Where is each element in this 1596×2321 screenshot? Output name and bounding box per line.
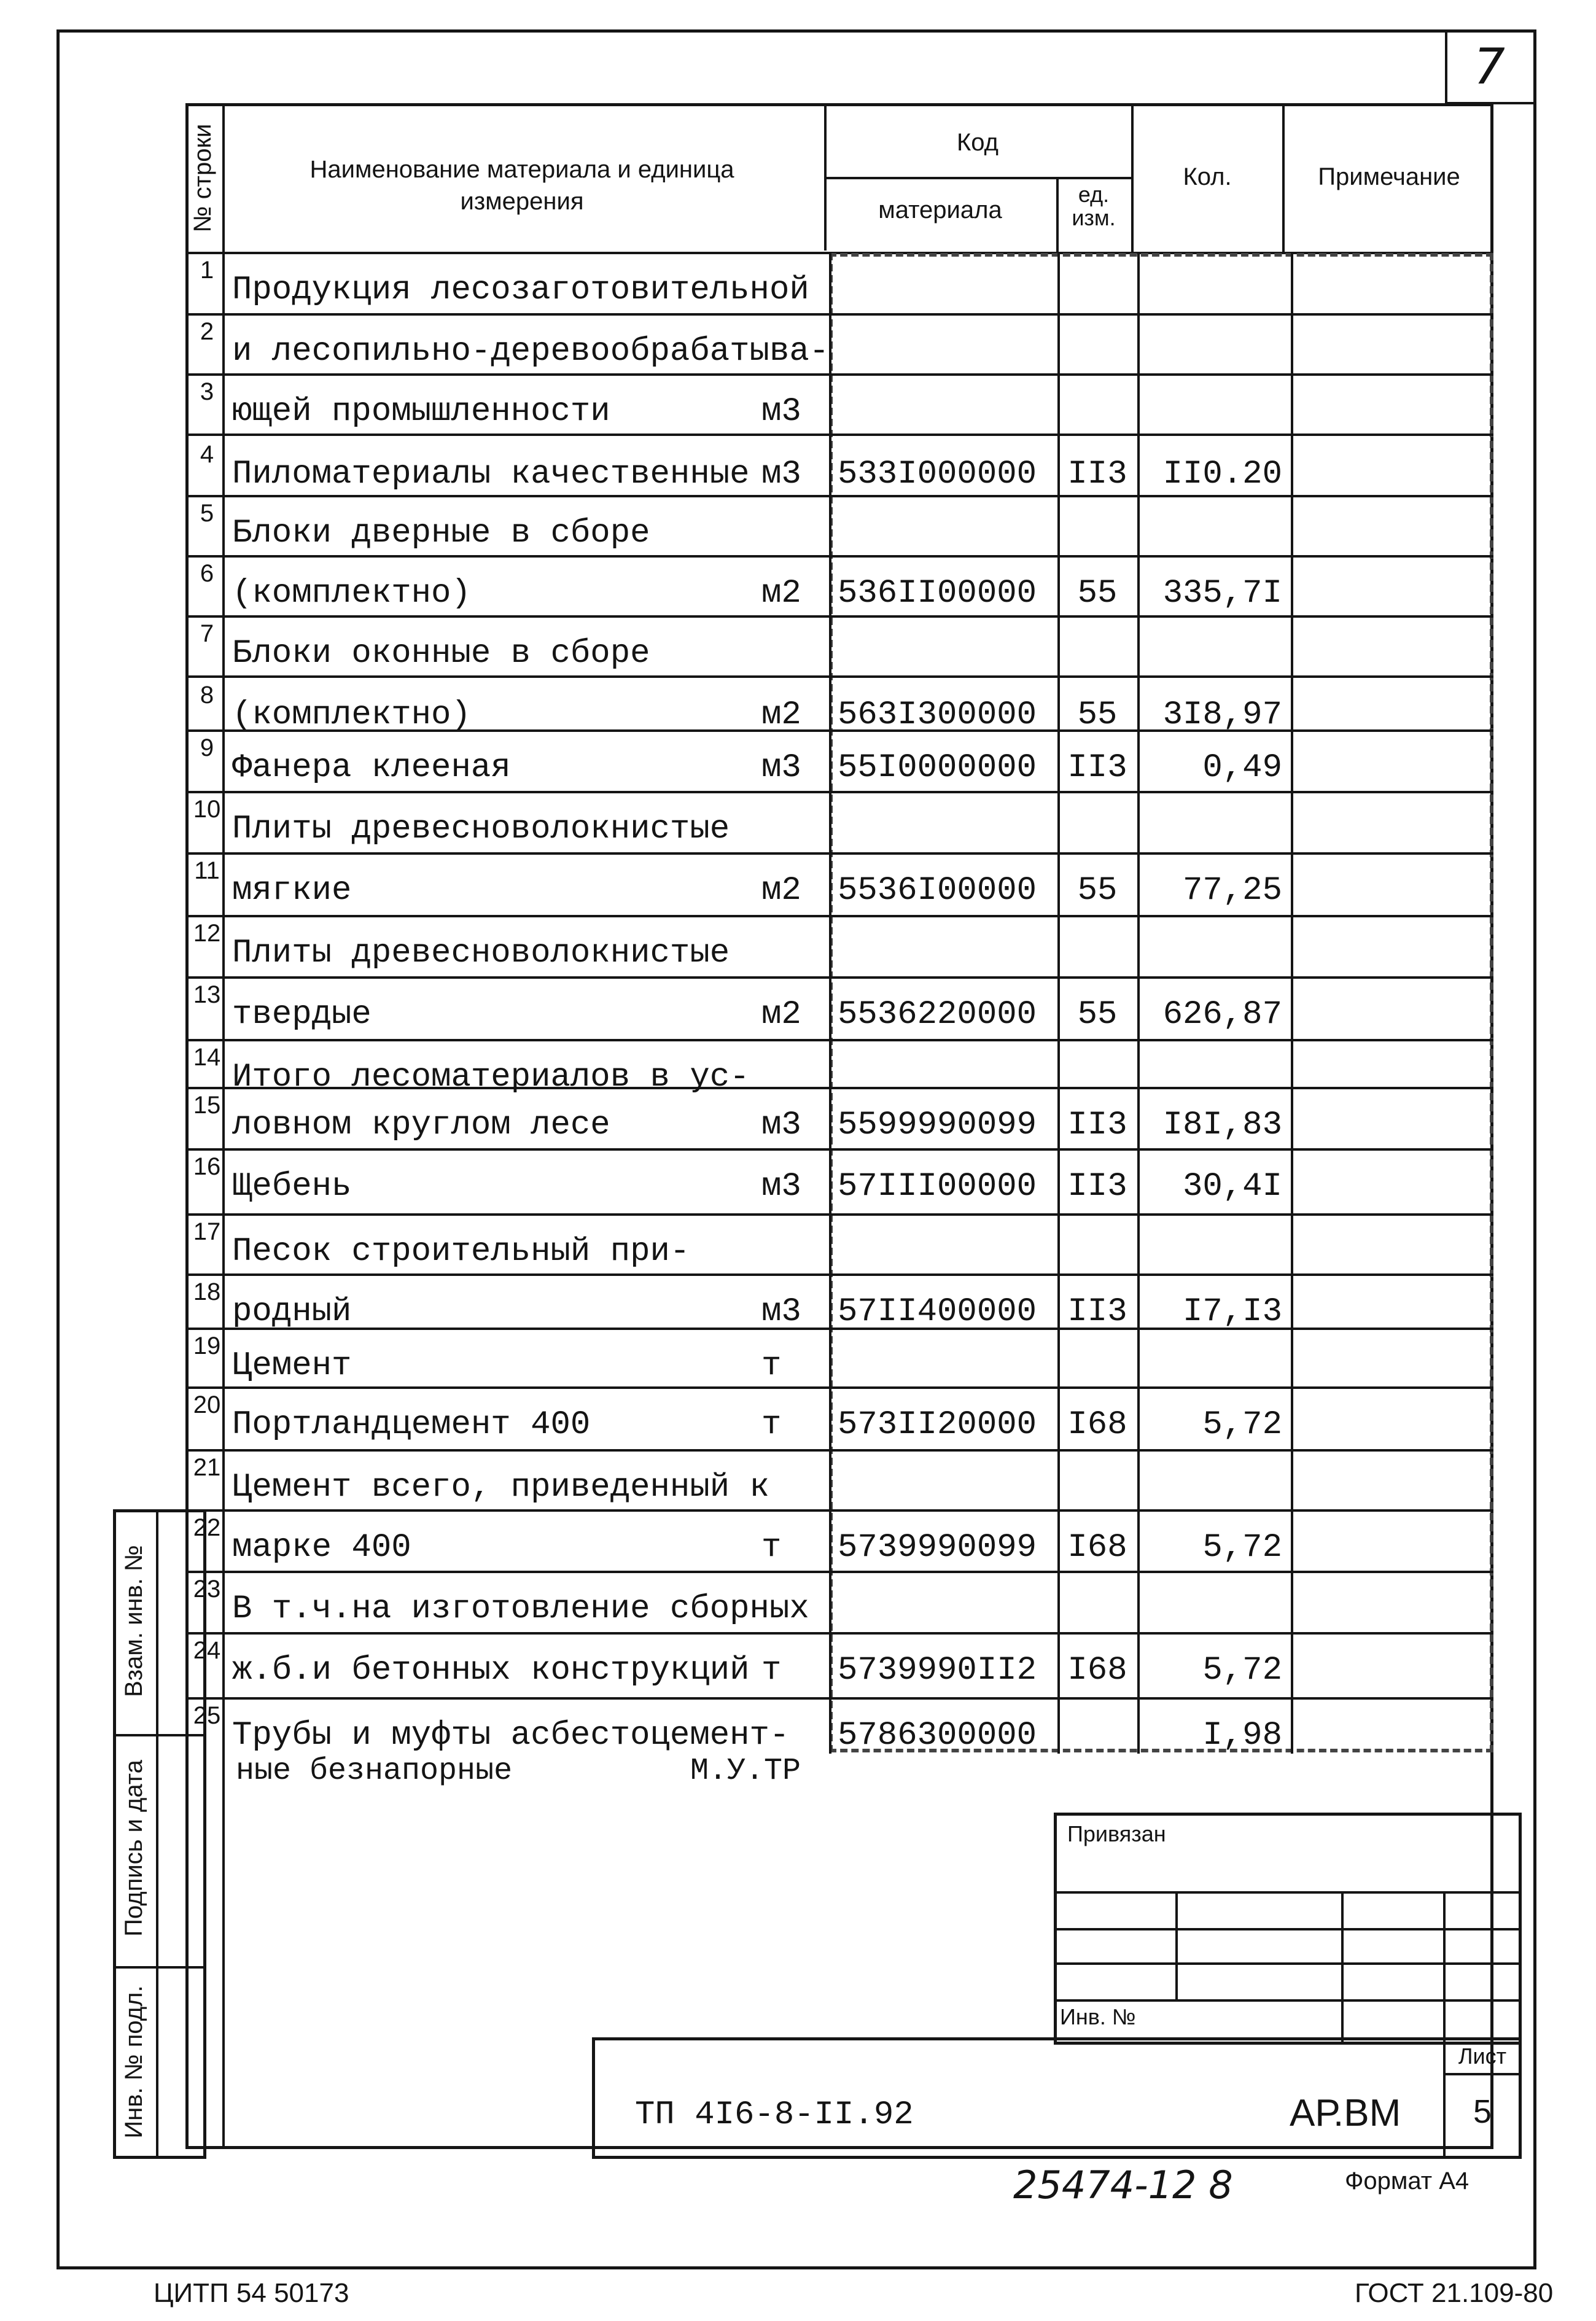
row-material-code: 5786300000 (838, 1717, 1037, 1754)
row-unit-code: II3 (1067, 1293, 1127, 1331)
row-material-name: марке 400 (232, 1529, 411, 1566)
footer-left: ЦИТП 54 50173 (154, 2278, 349, 2308)
row-material-name: Цемент всего, приведенный к (232, 1469, 769, 1506)
row-material-code: 5536I00000 (838, 872, 1037, 909)
continuation-name: ные безнапорные (236, 1754, 513, 1789)
row-material-name: (комплектно) (232, 575, 471, 612)
row-quantity: 5,72 (1202, 1529, 1282, 1566)
side-stamp-vzam-inv: Взам. инв. № (120, 1545, 147, 1697)
row-number: 7 (200, 620, 214, 647)
row-unit: м3 (761, 456, 801, 493)
footer-right: ГОСТ 21.109-80 (1355, 2278, 1554, 2308)
side-stamp-line-2 (113, 1966, 206, 1969)
row-number: 19 (193, 1332, 221, 1359)
row-number: 15 (193, 1092, 221, 1119)
row-material-code: 533I000000 (838, 456, 1037, 493)
row-material-code: 563I300000 (838, 696, 1037, 734)
side-stamp-inv-original: Инв. № подл. (120, 1985, 147, 2139)
row-material-name: Блоки дверные в сборе (232, 515, 650, 552)
row-unit: м3 (761, 1293, 801, 1331)
side-stamp-divider (156, 1509, 158, 2159)
title-block-grid-h2 (1054, 1928, 1522, 1930)
row-unit: м2 (761, 996, 801, 1033)
row-material-code: 5739990099 (838, 1529, 1037, 1566)
header-code: Код (956, 129, 998, 156)
row-unit-code: II3 (1067, 749, 1127, 787)
row-quantity: I7,I3 (1182, 1293, 1282, 1331)
side-stamp-signature-date: Подпись и дата (120, 1760, 147, 1937)
code-subheader-line (824, 177, 1131, 179)
row-quantity: 3I8,97 (1162, 696, 1282, 734)
row-divider (185, 1386, 1493, 1389)
header-material-name: Наименование материала и единица измерения (309, 156, 734, 215)
row-unit-code: 55 (1077, 872, 1118, 909)
row-material-name: Трубы и муфты асбестоцемент- (232, 1717, 790, 1754)
row-quantity: 0,49 (1202, 749, 1282, 787)
title-block-grid-h3 (1054, 1962, 1522, 1965)
row-divider (185, 915, 1493, 917)
row-divider (185, 1273, 1493, 1276)
row-divider (185, 433, 1493, 436)
corner-sheet-number: 7 (1474, 38, 1505, 95)
row-number: 2 (200, 318, 214, 345)
row-material-code: 5739990II2 (838, 1652, 1037, 1689)
header-row-no: № строки (189, 123, 216, 233)
row-material-name: твердые (232, 996, 372, 1033)
title-block-sheet-label: Лист (1458, 2043, 1507, 2069)
row-material-name: В т.ч.на изготовление сборных (232, 1590, 809, 1628)
row-unit: т (761, 1347, 782, 1385)
title-block-doc-mark: АР.ВМ (1290, 2092, 1401, 2134)
row-material-name: Продукция лесозаготовительной (232, 271, 809, 309)
row-quantity: I,98 (1202, 1717, 1282, 1754)
header-unit-code: ед. изм. (1072, 182, 1116, 230)
row-divider (185, 1148, 1493, 1151)
row-quantity: 77,25 (1182, 872, 1282, 909)
row-number: 12 (193, 920, 221, 947)
title-block-grid-h1 (1054, 1891, 1522, 1894)
row-quantity: 5,72 (1202, 1652, 1282, 1689)
row-number: 25 (193, 1702, 221, 1729)
row-material-name: ловном круглом лесе (232, 1106, 610, 1144)
row-number: 16 (193, 1153, 221, 1180)
col-line-qty-body (1291, 252, 1293, 1754)
row-unit: м3 (761, 1168, 801, 1205)
header-quantity: Кол. (1183, 163, 1232, 190)
header-note: Примечание (1318, 163, 1460, 190)
row-unit: м3 (761, 1106, 801, 1144)
row-unit-code: II3 (1067, 1106, 1127, 1144)
row-divider (185, 1632, 1493, 1635)
row-quantity: 626,87 (1162, 996, 1282, 1033)
row-divider (185, 852, 1493, 855)
row-material-name: Цемент (232, 1347, 352, 1385)
row-number: 23 (193, 1576, 221, 1603)
title-block-doc-code: ТП 4I6-8-II.92 (635, 2096, 914, 2134)
row-material-name: Плиты древесноволокнистые (232, 811, 730, 848)
row-quantity: 30,4I (1182, 1168, 1282, 1205)
row-unit: м2 (761, 872, 801, 909)
row-number: 6 (200, 560, 214, 587)
row-unit-code: 55 (1077, 996, 1118, 1033)
col-line-code (1056, 177, 1059, 252)
row-number: 4 (200, 441, 214, 468)
row-unit-code: I68 (1067, 1406, 1127, 1444)
row-number: 10 (193, 796, 221, 823)
row-number: 1 (200, 257, 214, 284)
row-unit: м3 (761, 393, 801, 430)
row-divider (185, 1039, 1493, 1041)
row-unit: т (761, 1652, 782, 1689)
side-stamp-line-1 (113, 1734, 206, 1736)
row-unit: м2 (761, 575, 801, 612)
row-divider (185, 791, 1493, 793)
title-block-sheet-label-line (1443, 2073, 1522, 2075)
col-line-unit-body (1137, 252, 1140, 1754)
row-material-code: 57II400000 (838, 1293, 1037, 1331)
title-block-grid-v1 (1175, 1891, 1178, 1999)
row-unit: т (761, 1529, 782, 1566)
row-number: 20 (193, 1391, 221, 1418)
row-quantity: 335,7I (1162, 575, 1282, 612)
row-quantity: 5,72 (1202, 1406, 1282, 1444)
row-material-code: 55I0000000 (838, 749, 1037, 787)
row-number: 3 (200, 378, 214, 405)
row-material-name: Фанера клееная (232, 749, 511, 787)
row-number: 21 (193, 1454, 221, 1481)
row-material-name: (комплектно) (232, 696, 471, 734)
row-divider (185, 1571, 1493, 1573)
row-number: 5 (200, 500, 214, 527)
title-block-inv-no: Инв. № (1060, 2004, 1136, 2029)
row-material-name: ж.б.и бетонных конструкций (232, 1652, 750, 1689)
row-material-name: Блоки оконные в сборе (232, 635, 650, 672)
row-material-code: 536II00000 (838, 575, 1037, 612)
row-material-code: 573II20000 (838, 1406, 1037, 1444)
row-material-name: и лесопильно-деревообрабатыва- (232, 333, 830, 370)
row-number: 14 (193, 1044, 221, 1071)
row-number: 24 (193, 1637, 221, 1664)
row-divider (185, 1509, 1493, 1512)
row-material-name: Итого лесоматериалов в ус- (232, 1059, 750, 1096)
row-divider (185, 675, 1493, 678)
row-divider (185, 373, 1493, 376)
row-divider (185, 313, 1493, 316)
row-unit-code: 55 (1077, 696, 1118, 734)
row-divider (185, 495, 1493, 497)
row-unit-code: II3 (1067, 1168, 1127, 1205)
row-unit-code: II3 (1067, 456, 1127, 493)
row-number: 18 (193, 1278, 221, 1305)
row-number: 13 (193, 981, 221, 1008)
title-block-grid-v2 (1341, 1891, 1344, 2045)
row-material-name: родный (232, 1293, 352, 1331)
table-bottom-line (185, 2147, 1493, 2149)
row-material-code: 57III00000 (838, 1168, 1037, 1205)
row-number: 8 (200, 682, 214, 709)
row-material-code: 5536220000 (838, 996, 1037, 1033)
corner-box-left (1445, 29, 1447, 103)
format-label: Формат А4 (1345, 2167, 1469, 2195)
title-block-grid-v3 (1443, 1891, 1446, 2045)
row-divider (185, 615, 1493, 618)
row-number: 11 (194, 857, 220, 884)
row-quantity: II0.20 (1162, 456, 1282, 493)
row-divider (185, 976, 1493, 979)
row-material-name: Пиломатериалы качественные (232, 456, 750, 493)
header-material-code: материала (878, 196, 1002, 224)
continuation-unit: М.У.ТР (690, 1754, 801, 1789)
row-material-name: Плиты древесноволокнистые (232, 935, 730, 972)
title-block-grid-h4 (1054, 1999, 1522, 2002)
row-unit-code: 55 (1077, 575, 1118, 612)
col-line-rowno (222, 103, 225, 2149)
row-number: 9 (200, 734, 214, 761)
row-material-name: Щебень (232, 1168, 352, 1205)
row-unit: м3 (761, 749, 801, 787)
row-unit: м2 (761, 696, 801, 734)
col-line-name-body (829, 252, 831, 1754)
row-divider (185, 555, 1493, 558)
row-material-code: 5599990099 (838, 1106, 1037, 1144)
row-material-name: Портландцемент 400 (232, 1406, 591, 1444)
row-divider (185, 1213, 1493, 1216)
title-block-privyazan-label: Привязан (1067, 1821, 1166, 1846)
row-unit-code: I68 (1067, 1652, 1127, 1689)
row-divider (185, 1449, 1493, 1452)
handwritten-number: 25474-12 8 (1013, 2163, 1233, 2207)
row-number: 22 (193, 1514, 221, 1541)
row-material-name: Песок строительный при- (232, 1233, 690, 1270)
row-material-name: мягкие (232, 872, 352, 909)
row-divider (185, 1697, 1493, 1700)
row-number: 17 (193, 1218, 221, 1245)
row-unit: т (761, 1406, 782, 1444)
title-block-sheet-value: 5 (1473, 2093, 1492, 2130)
row-quantity: I8I,83 (1162, 1106, 1282, 1144)
row-material-name: ющей промышленности (232, 393, 610, 430)
row-unit-code: I68 (1067, 1529, 1127, 1566)
